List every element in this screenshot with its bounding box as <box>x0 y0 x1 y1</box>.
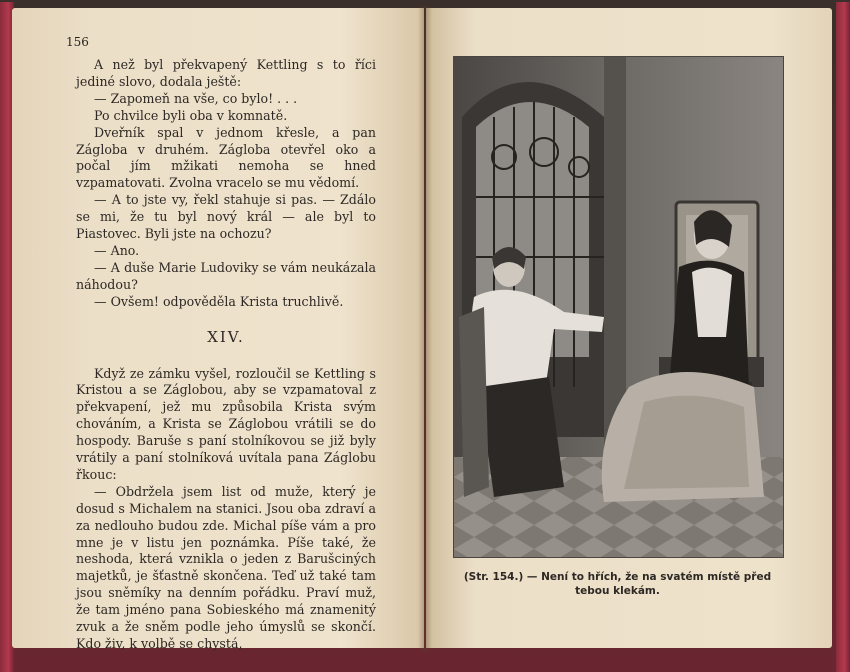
paragraph: — Obdržela jsem list od muže, který je dosud s Michalem na stanici. Jsou oba zdraví a za nedlouho budou zde. Michal píše vám a pro mne je v listu jen poznámka. Píše také, že neshoda, která vznikla o jeden z Barušciných majetků, je šťastně skončena. Teď už také tam jsou sněmíky na denním pořádku. Praví muž, že tam jméno pana Sobieského má znamenitý zvuk a že sněm podle jeho úmyslů se skončí. Kdo živ, k volbě se chystá, <box>76 483 376 651</box>
paragraph: — Zapomeň na vše, co bylo! . . . <box>94 90 298 106</box>
paragraph: — A to jste vy, řekl stahuje si pas. — Zdálo se mi, že tu byl nový král — ale byl to Piastovec. Byli jste na ochozu? <box>76 192 376 242</box>
chapter-heading: XIV. <box>207 327 245 346</box>
page-number: 156 <box>66 35 89 49</box>
paragraph: — A duše Marie Ludoviky se vám neukázala náhodou? <box>76 259 376 292</box>
right-cover-edge <box>836 2 850 672</box>
engraving-illustration <box>454 57 783 557</box>
paragraph: Když ze zámku vyšel, rozloučil se Kettling s Kristou a se Záglobou, aby se vzpamatoval z překvapení, jež mu způsobila Krista svým chováním, a Krista se Záglobou vrátili se do hospody. Baruše s paní stolníkovou se již byly vrátily a paní stolníková uvítala pana Záglobu řkouc: <box>76 365 376 482</box>
book-gutter <box>418 6 432 652</box>
paragraph: Po chvilce byli oba v komnatě. <box>94 107 288 123</box>
illustration-caption: (Str. 154.) — Není to hřích, že na svatém místě před tebou klekám. <box>463 571 772 597</box>
paragraph: — Ovšem! odpověděla Krista truchlivě. <box>94 293 344 309</box>
paragraph: — Ano. <box>94 242 140 258</box>
paragraph: A než byl překvapený Kettling s to říci jediné slovo, dodala ještě: <box>76 57 376 89</box>
illustration-plate <box>453 56 784 558</box>
paragraph: Dveřník spal v jednom křesle, a pan Zágloba v druhém. Zágloba otevřel oko a počal jím mžikati nemoha se hned vzpamatovati. Zvolna vracelo se mu vědomí. <box>76 124 376 191</box>
left-page-text <box>76 57 376 653</box>
